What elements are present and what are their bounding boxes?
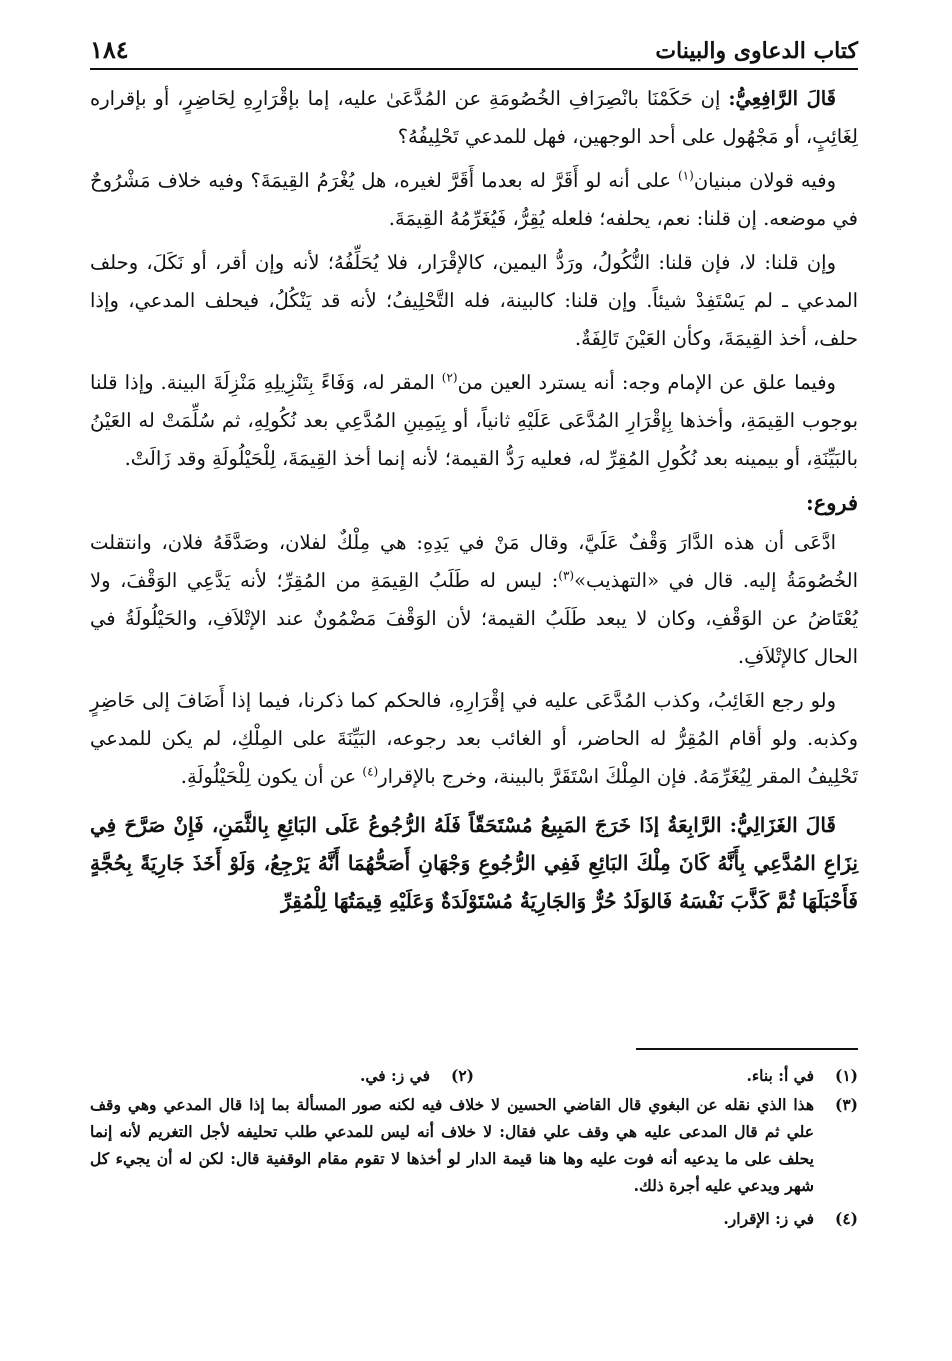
paragraph-text: وفيما علق عن الإمام وجه: أنه يسترد العين من — [457, 371, 836, 394]
footnote-text: في أ: بناء. — [746, 1066, 814, 1085]
footnote-row — [90, 1062, 858, 1089]
footnote-ref[interactable]: (١) — [677, 168, 694, 183]
paragraph-waqf — [90, 524, 858, 676]
footnote-number: (٤) — [834, 1209, 858, 1228]
footnote-text: هذا الذي نقله عن البغوي قال القاضي الحسين لا خلاف فيه لكنه صور المسألة بما إذا قال المدعي وهي وقف علي ثم قال المدعى عليه هي وقف علي فقال: لا خلاف أنه ليس للمدعي طلب تحليفه لأجل التغريم لأنه إنما يحلف على ما يدعيه أنه فوت عليه وها هنا قيمة الدار لو أخذها لا تقوم مقام الوقفية قال: لكن له أن يجيء كل شهر ويدعي عليه أجرة ذلك. — [90, 1095, 814, 1195]
page-body — [90, 80, 858, 920]
footnote-ref[interactable]: (٤) — [362, 764, 379, 779]
rafii-heading: قَالَ الرَّافِعِيُّ: — [728, 87, 837, 110]
paragraph-nukul: وإن قلنا: لا، فإن قلنا: النُّكُولُ، ورَدُّ اليمين، كالإقْرَار، فلا يُحَلِّفُهُ؛ لأنه وإن أقر، أو نَكَلَ، وحلف المدعي ـ لم يَسْتَفِدْ شيئاً. وإن قلنا: كالبينة، فله التَّحْلِيفُ؛ لأنه قد يَنْكُلُ، فيحلف المدعي، وإذا حلف، أخذ القِيمَةَ، وكأن العَيْنَ تَالِفَةٌ. — [90, 251, 858, 350]
footnote-ref[interactable]: (٣) — [558, 568, 575, 583]
page-header — [90, 26, 858, 70]
ghazali-heading: قَالَ الغَزَالِيُّ: — [729, 813, 836, 837]
footnote-text: في ز: في. — [359, 1066, 430, 1085]
page-number: ١٨٤ — [90, 35, 129, 64]
footnote-text: في ز: الإقرار. — [723, 1209, 814, 1228]
footnote-number: (١) — [834, 1066, 858, 1085]
paragraph-text: وفيه قولان مبنيان — [693, 169, 837, 192]
paragraph-text: ولو رجع الغَائِبُ، وكذب المُدَّعَى عليه في إقْرَارِهِ، فالحكم كما ذكرنا، فيما إذا أَضَافَ إلى حَاضِرٍ وكذبه. ولو أقام المُقِرُّ له الحاضر، أو الغائب بعد رجوعه، البَيِّنَةَ على المِلْكِ، لم يكن للمدعي تَحْلِيفُ المقر لِيُغَرِّمَهُ. فإن المِلْكَ اسْتَقَرَّ بالبينة، وخرج بالإقرار — [90, 689, 858, 788]
branches-heading: فروع: — [805, 490, 858, 515]
paragraph-text: إن حَكَمْنَا بانْصِرَافِ الخُصُومَةِ عن المُدَّعَىٰ عليه، إما بإقْرَارِهِ لِحَاضِرٍ، أو بإقراره لِغَائِبٍ، أو مَجْهُول على أحد الوجهين، فهل للمدعي تَحْلِيفُهُ؟ — [90, 87, 858, 148]
footnote-1 — [474, 1062, 858, 1089]
paragraph-absent-return — [90, 682, 858, 796]
paragraph-text: : ليس له طَلَبُ القِيمَةِ من المُقِرِّ؛ لأنه يَدَّعِي الوَقْفَ، ولا يُعْتَاضُ عن الوَقْفِ، وكان لا يبعد طَلَبُ القيمة؛ لأن الوَقْفَ مَضْمُونٌ عند الإتْلاَفِ، والحَيْلُولَةُ في الحال كالإتْلاَفِ. — [90, 569, 858, 668]
footnote-ref[interactable]: (٢) — [441, 370, 458, 385]
footnote-4 — [90, 1205, 858, 1232]
paragraph-text: عن أن يكون لِلْحَيْلُولَةِ. — [180, 765, 363, 788]
footnote-3 — [90, 1091, 858, 1199]
footnote-2 — [90, 1062, 474, 1089]
paragraph-imam — [90, 364, 858, 478]
paragraph-rafii-1 — [90, 80, 858, 156]
matn-text: الرَّابِعَةُ إذَا خَرَجَ المَبِيعُ مُسْتَحَقّاً فَلَهُ الرُّجُوعُ عَلَى البَائِعِ بِالثَّمَنِ، فَإِنْ صَرَّحَ فِي نِزَاعِ المُدَّعِي بِأَنَّهُ كَانَ مِلْكَ البَائِعِ فَفِي الرُّجُوعِ وَجْهَانِ أَصَحُّهُمَا أَنَّهُ يَرْجِعُ، وَلَوْ أَخَذَ جَارِيَةً بِحُجَّةٍ فَأَحْبَلَهَا ثُمَّ كَذَّبَ نَفْسَهُ فَالوَلَدُ حُرٌّ وَالجَارِيَةُ مُسْتَوْلَدَةٌ وَعَلَيْهِ قِيمَتُهَا لِلْمُقِرِّ — [90, 813, 858, 913]
footnote-divider — [636, 1048, 858, 1050]
paragraph-two-opinions — [90, 162, 858, 238]
paragraph-text: على أنه لو أَقَرَّ له بعدما أَقَرَّ لغيره، هل يُغْرَمُ القِيمَةَ؟ وفيه خلاف مَشْرُوحٌ في موضعه. إن قلنا: نعم، يحلفه؛ فلعله يُقِرُّ، فَيُغَرِّمُهُ القِيمَةَ. — [90, 169, 858, 230]
footnote-number: (٣) — [834, 1095, 858, 1114]
footnotes — [90, 1062, 858, 1232]
footnote-number: (٢) — [450, 1066, 474, 1085]
running-title: كتاب الدعاوى والبينات — [655, 38, 858, 64]
paragraph-text: المقر له، وَفَاءً بِتَنْزِيلِهِ مَنْزِلَةَ البينة. وإذا قلنا بوجوب القِيمَةِ، وأخذها بِإقْرَارِ المُدَّعَى عَلَيْهِ ثانياً، أو بِيَمِينِ المُدَّعِي بعد نُكُولِهِ، ثم سُلِّمَتْ له العَيْنُ بالبَيِّنَةِ، أو بيمينه بعد نُكُولِ المُقِرِّ له، فعليه رَدُّ القيمة؛ لأنه إنما أخذ القِيمَةَ، لِلْحَيْلُولَةِ وقد زَالَتْ. — [90, 371, 858, 470]
matn-ghazali — [90, 806, 858, 920]
paragraph-text: قال في «التهذيب» — [574, 569, 743, 592]
paragraph-text: ادَّعَى أن هذه الدَّارَ وَقْفٌ عَلَيَّ، وقال مَنْ في يَدِهِ: هي مِلْكٌ لفلان، وصَدَّقَهُ فلان، وانتقلت الخُصُومَةُ إليه. — [90, 531, 858, 592]
